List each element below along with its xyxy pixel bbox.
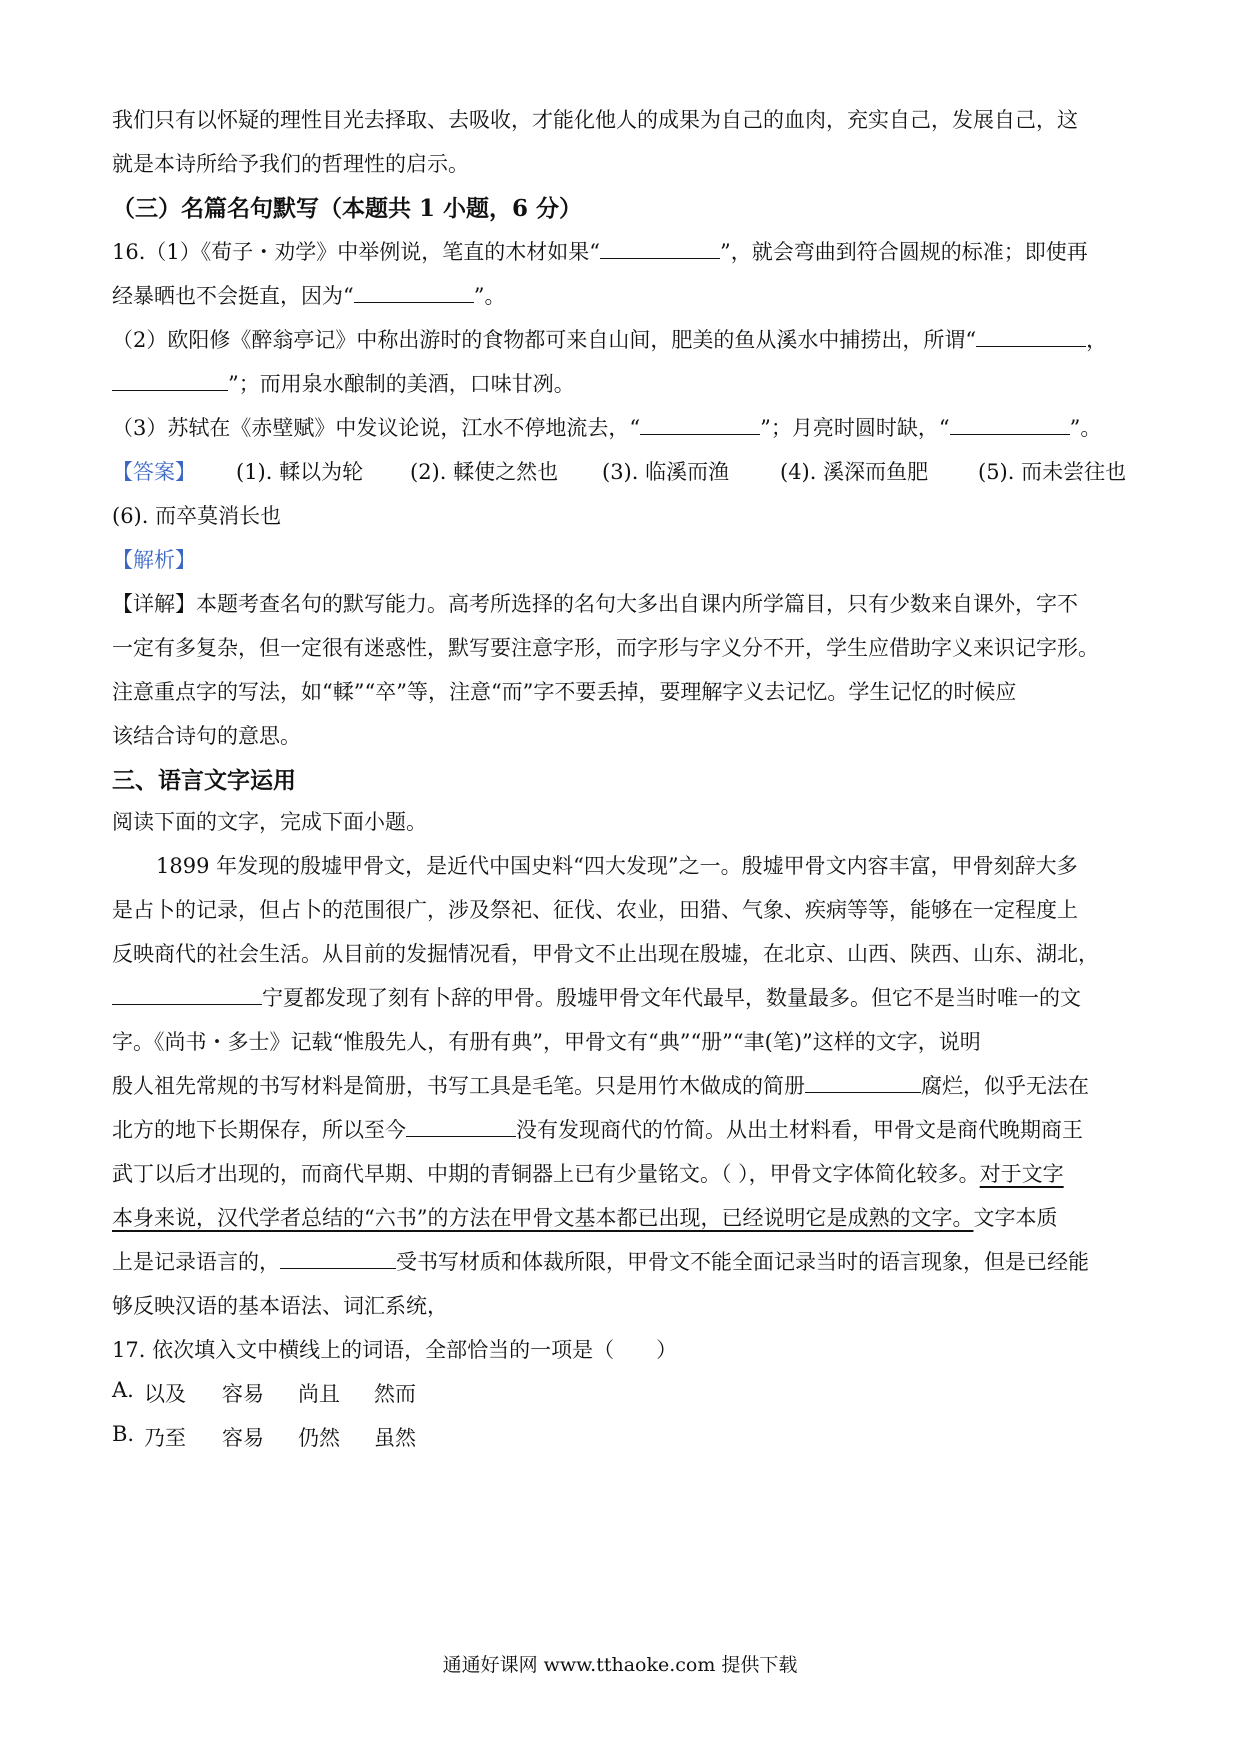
passage-line-9: 本身来说，汉代学者总结的“六书”的方法在甲骨文基本都已出现，已经说明它是成熟的文字。文字本质 <box>112 1206 1058 1230</box>
option-word: 乃至 <box>144 1426 186 1450</box>
passage-line-6: 殷人祖先常规的书写材料是简册，书写工具是毛笔。只是用竹木做成的简册 腐烂，似乎无法在 <box>112 1074 1089 1098</box>
q16-part1-line1: 16.（1）《荀子・劝学》中举例说，笔直的木材如果“ ”，就会弯曲到符合圆规的标准；即使再 <box>112 240 1088 264</box>
option-word: 尚且 <box>298 1382 340 1406</box>
answer-blank <box>354 284 474 303</box>
passage-line-2: 是占卜的记录，但占卜的范围很广，涉及祭祀、征伐、农业，田猎、气象、疾病等等，能够在一定程度上 <box>112 898 1078 922</box>
answer-blank <box>640 416 760 435</box>
passage-line-5: 字。《尚书・多士》记载“惟殷先人，有册有典”，甲骨文有“典”“册”“聿(笔)”这样的文字，说明 <box>112 1030 981 1054</box>
q16-part1-line2: 经暴晒也不会挺直，因为“ ”。 <box>112 284 506 308</box>
q16-part3-line: （3）苏轼在《赤壁赋》中发议论说，江水不停地流去，“ ”；月亮时圆时缺，“ ”。 <box>112 416 1102 440</box>
passage-line-1: 1899 年发现的殷墟甲骨文，是近代中国史料“四大发现”之一。殷墟甲骨文内容丰富，甲骨刻辞大多 <box>156 854 1078 878</box>
analysis-line-2: 一定有多复杂，但一定很有迷惑性，默写要注意字形，而字形与字义分不开，学生应借助字义来识记字形。 <box>112 636 1099 660</box>
answer-blank <box>600 240 720 259</box>
part3-heading: 三、语言文字运用 <box>112 767 296 794</box>
answer-item-4: (4). 溪深而鱼肥 <box>780 460 929 484</box>
answer-blank <box>112 372 228 391</box>
section-heading-famous-lines: （三）名篇名句默写（本题共 1 小题，6 分） <box>112 195 583 222</box>
answer-item-1: (1). 輮以为轮 <box>236 460 364 484</box>
q16-part2-line2: ”；而用泉水酿制的美酒，口味甘冽。 <box>112 368 1132 398</box>
option-word: 然而 <box>374 1382 416 1406</box>
option-letter: B. <box>112 1422 135 1446</box>
option-word: 容易 <box>222 1426 264 1450</box>
underlined-sentence-start: 对于文字 <box>979 1162 1064 1186</box>
answer-blank <box>950 416 1070 435</box>
answer-blank <box>976 328 1086 347</box>
analysis-line-1: 【详解】本题考查名句的默写能力。高考所选择的名句大多出自课内所学篇目，只有少数来自课外，字不 <box>112 592 1078 616</box>
answer-item-3: (3). 临溪而渔 <box>602 460 730 484</box>
option-word: 容易 <box>222 1382 264 1406</box>
q17-stem: 17. 依次填入文中横线上的词语，全部恰当的一项是（ ） <box>112 1338 678 1362</box>
analysis-line-3: 注意重点字的写法，如“輮”“卒”等，注意“而”字不要丢掉，要理解字义去记忆。学生记忆的时候应 <box>112 680 1017 704</box>
answer-line <box>112 456 1132 486</box>
underlined-sentence-end: 本身来说，汉代学者总结的“六书”的方法在甲骨文基本都已出现，已经说明它是成熟的文字。 <box>112 1206 974 1230</box>
page-footer: 通通好课网 www.tthaoke.com 提供下载 <box>442 1654 798 1676</box>
q17-option-a <box>112 1378 1132 1408</box>
option-word: 仍然 <box>298 1426 340 1450</box>
answer-item-2: (2). 輮使之然也 <box>410 460 559 484</box>
analysis-label: 【解析】 <box>112 548 196 572</box>
intro-line-2: 就是本诗所给予我们的哲理性的启示。 <box>112 152 469 176</box>
q17-option-b <box>112 1422 1132 1452</box>
answer-item-5: (5). 而未尝往也 <box>978 460 1127 484</box>
answer-label: 【答案】 <box>112 460 196 484</box>
option-letter: A. <box>112 1378 134 1402</box>
option-word: 以及 <box>144 1382 186 1406</box>
q16-part2-line1: （2）欧阳修《醉翁亭记》中称出游时的食物都可来自山间，肥美的鱼从溪水中捕捞出，所谓“ ， <box>112 328 1108 352</box>
passage-line-11: 够反映汉语的基本语法、词汇系统， <box>112 1294 448 1318</box>
passage-line-10: 上是记录语言的， 受书写材质和体裁所限，甲骨文不能全面记录当时的语言现象，但是已经能 <box>112 1250 1089 1274</box>
analysis-line-4: 该结合诗句的意思。 <box>112 724 301 748</box>
option-word: 虽然 <box>374 1426 416 1450</box>
answer-blank <box>112 986 262 1005</box>
reading-instructions: 阅读下面的文字，完成下面小题。 <box>112 810 427 834</box>
answer-blank <box>406 1118 516 1137</box>
passage-line-4: 宁夏都发现了刻有卜辞的甲骨。殷墟甲骨文年代最早，数量最多。但它不是当时唯一的文 <box>112 982 1132 1012</box>
passage-line-3: 反映商代的社会生活。从目前的发掘情况看，甲骨文不止出现在殷墟，在北京、山西、陕西、山东、湖北， <box>112 942 1099 966</box>
answer-blank <box>805 1074 921 1093</box>
answer-blank <box>280 1250 396 1269</box>
answer-item-6: (6). 而卒莫消长也 <box>112 504 282 528</box>
passage-line-7: 北方的地下长期保存，所以至今 没有发现商代的竹简。从出土材料看，甲骨文是商代晚期商王 <box>112 1118 1083 1142</box>
intro-line-1: 我们只有以怀疑的理性目光去择取、去吸收，才能化他人的成果为自己的血肉，充实自己，发展自己，这 <box>112 108 1078 132</box>
passage-line-8: 武丁以后才出现的，而商代早期、中期的青铜器上已有少量铭文。（ ），甲骨文字体简化较多。对于文字 <box>112 1162 1064 1186</box>
